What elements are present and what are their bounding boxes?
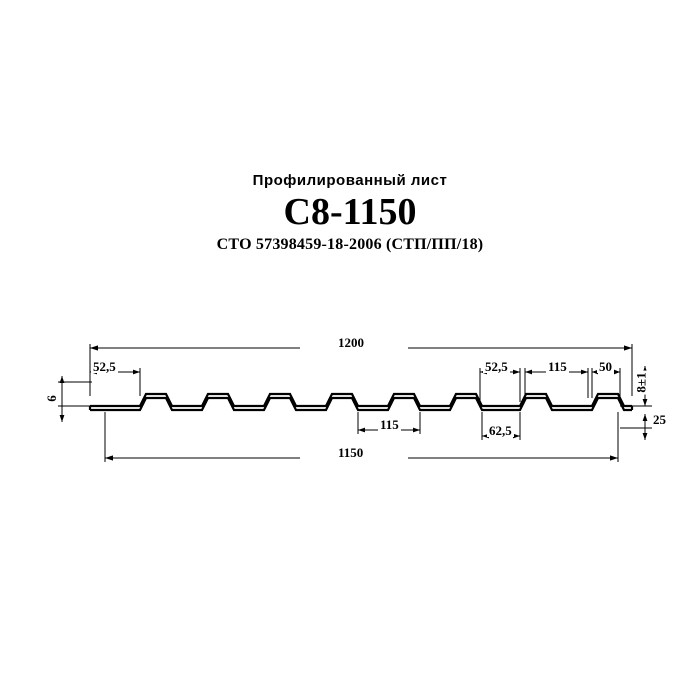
dim-label-8pm1: 8±1 <box>633 372 649 393</box>
product-type-label: Профилированный лист <box>252 172 448 189</box>
standard-reference: СТО 57398459-18-2006 (СТП/ПП/18) <box>216 235 484 253</box>
dim-label-1150: 1150 <box>338 445 364 460</box>
technical-drawing <box>0 310 700 490</box>
dim-label-6: 6 <box>43 395 59 402</box>
dim-label-1200: 1200 <box>338 335 364 350</box>
profile-top-line <box>90 394 632 406</box>
dim-label-25: 25 <box>653 412 666 427</box>
dim-label-115-left: 115 <box>380 417 399 432</box>
dim-label-625: 62,5 <box>489 423 512 438</box>
dim-label-50: 50 <box>599 359 612 374</box>
dim-label-525-left: 52,5 <box>93 359 116 374</box>
dim-label-525-right: 52,5 <box>485 359 508 374</box>
title-block <box>0 172 700 254</box>
dim-label-115-right: 115 <box>548 359 567 374</box>
page-title: C8-1150 <box>283 191 417 233</box>
